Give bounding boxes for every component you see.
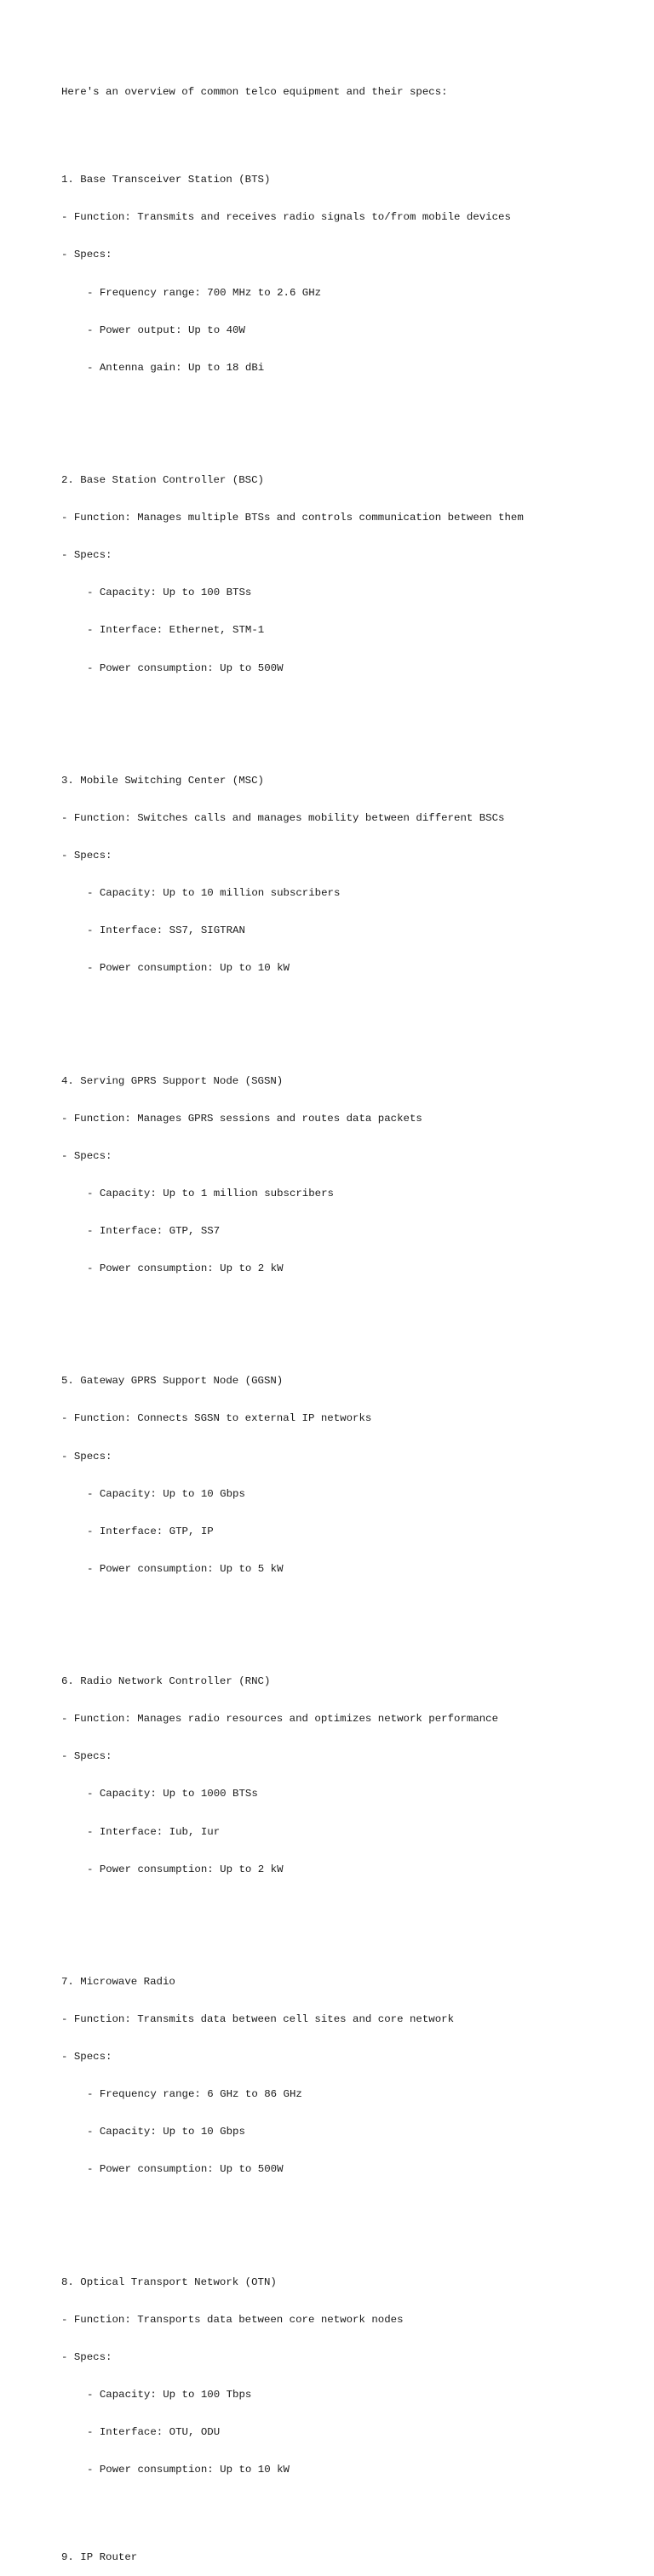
spec-item: - Capacity: Up to 10 million subscribers bbox=[87, 887, 341, 900]
equipment-section-otn bbox=[61, 2251, 640, 2501]
section-specs-label: - Specs: bbox=[61, 1149, 112, 1162]
spec-item: - Interface: Iub, Iur bbox=[87, 1825, 221, 1838]
section-function: - Function: Manages multiple BTSs and controls communication between them bbox=[61, 512, 524, 524]
spec-item: - Capacity: Up to 10 Gbps bbox=[87, 2126, 245, 2138]
section-function: - Function: Switches calls and manages mobility between different BSCs bbox=[61, 811, 505, 824]
section-heading: 7. Microwave Radio bbox=[61, 1975, 175, 1988]
spec-item: - Power consumption: Up to 500W bbox=[87, 2163, 284, 2176]
section-function: - Function: Transports data between core network nodes bbox=[61, 2313, 404, 2326]
spec-item: - Capacity: Up to 100 Tbps bbox=[87, 2388, 252, 2401]
spec-item: - Antenna gain: Up to 18 dBi bbox=[87, 361, 265, 374]
section-heading: 5. Gateway GPRS Support Node (GGSN) bbox=[61, 1375, 284, 1388]
spec-item: - Frequency range: 6 GHz to 86 GHz bbox=[87, 2088, 302, 2101]
spec-item: - Capacity: Up to 1000 BTSs bbox=[87, 1788, 258, 1800]
equipment-section-bts bbox=[61, 149, 640, 399]
spec-item: - Capacity: Up to 10 Gbps bbox=[87, 1487, 245, 1500]
spec-item: - Capacity: Up to 1 million subscribers bbox=[87, 1187, 334, 1199]
spec-item: - Power consumption: Up to 500W bbox=[87, 661, 284, 674]
section-specs-label: - Specs: bbox=[61, 850, 112, 862]
section-function: - Function: Transmits and receives radio signals to/from mobile devices bbox=[61, 211, 511, 224]
trailing-section-heading: 9. IP Router bbox=[61, 2551, 138, 2564]
spec-item: - Frequency range: 700 MHz to 2.6 GHz bbox=[87, 286, 322, 299]
spec-item: - Interface: Ethernet, STM-1 bbox=[87, 624, 265, 637]
section-function: - Function: Manages radio resources and optimizes network performance bbox=[61, 1713, 499, 1726]
spec-item: - Power consumption: Up to 2 kW bbox=[87, 1863, 284, 1875]
spec-item: - Power output: Up to 40W bbox=[87, 323, 245, 336]
equipment-section-rnc bbox=[61, 1651, 640, 1901]
section-specs-label: - Specs: bbox=[61, 2350, 112, 2363]
spec-item: - Power consumption: Up to 2 kW bbox=[87, 1262, 284, 1275]
section-function: - Function: Manages GPRS sessions and routes data packets bbox=[61, 1112, 422, 1125]
spec-item: - Power consumption: Up to 10 kW bbox=[87, 2464, 290, 2476]
equipment-section-bsc bbox=[61, 449, 640, 700]
section-heading: 2. Base Station Controller (BSC) bbox=[61, 474, 264, 487]
spec-item: - Interface: GTP, IP bbox=[87, 1525, 214, 1537]
section-specs-label: - Specs: bbox=[61, 549, 112, 562]
section-specs-label: - Specs: bbox=[61, 2051, 112, 2064]
equipment-section-msc bbox=[61, 749, 640, 999]
equipment-section-ggsn bbox=[61, 1350, 640, 1600]
document-page bbox=[61, 61, 640, 2576]
spec-item: - Capacity: Up to 100 BTSs bbox=[87, 587, 252, 599]
spec-item: - Power consumption: Up to 5 kW bbox=[87, 1562, 284, 1575]
section-heading: 8. Optical Transport Network (OTN) bbox=[61, 2275, 277, 2288]
spec-item: - Power consumption: Up to 10 kW bbox=[87, 962, 290, 975]
section-heading: 4. Serving GPRS Support Node (SGSN) bbox=[61, 1074, 284, 1087]
section-specs-label: - Specs: bbox=[61, 1450, 112, 1463]
section-function: - Function: Transmits data between cell sites and core network bbox=[61, 2012, 455, 2025]
section-heading: 6. Radio Network Controller (RNC) bbox=[61, 1675, 271, 1688]
spec-item: - Interface: OTU, ODU bbox=[87, 2426, 221, 2439]
section-function: - Function: Connects SGSN to external IP networks bbox=[61, 1412, 372, 1425]
section-heading: 3. Mobile Switching Center (MSC) bbox=[61, 774, 264, 787]
equipment-section-microwave bbox=[61, 1950, 640, 2201]
spec-item: - Interface: SS7, SIGTRAN bbox=[87, 924, 245, 937]
equipment-section-sgsn bbox=[61, 1050, 640, 1300]
intro-text: Here's an overview of common telco equipment and their specs: bbox=[61, 86, 448, 99]
section-heading: 1. Base Transceiver Station (BTS) bbox=[61, 174, 271, 186]
section-specs-label: - Specs: bbox=[61, 249, 112, 261]
spec-item: - Interface: GTP, SS7 bbox=[87, 1224, 221, 1237]
section-specs-label: - Specs: bbox=[61, 1750, 112, 1763]
